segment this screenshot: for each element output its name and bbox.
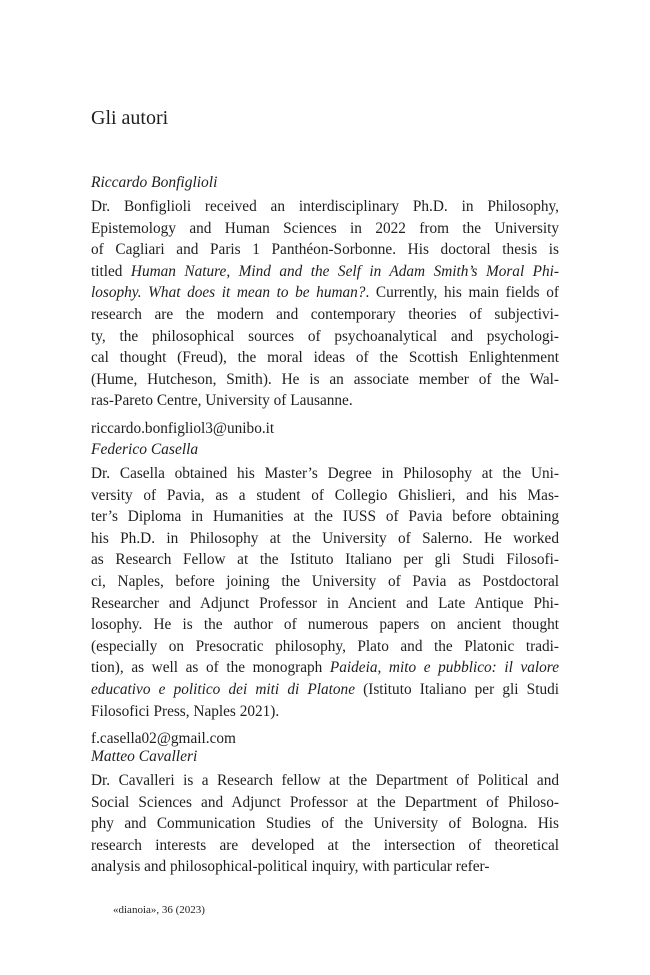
author-name: Matteo Cavalleri bbox=[91, 748, 198, 765]
bio-text-segment: losophy. He is the author of numerous papers on ancient thought bbox=[91, 616, 559, 634]
journal-footer: «dianoia», 36 (2023) bbox=[113, 904, 205, 916]
bio-text-segment: research are the modern and contemporary theories of subjectivi- bbox=[91, 305, 559, 323]
bio-text-segment: research interests are developed at the intersection of theoretical bbox=[91, 836, 559, 854]
bio-text-segment: (Istituto Italiano per gli Studi bbox=[354, 680, 559, 698]
bio-line bbox=[91, 390, 559, 412]
author-name: Riccardo Bonfiglioli bbox=[91, 174, 218, 191]
bio-text-segment: ci, Naples, before joining the University of Pavia as Postdoctoral bbox=[91, 572, 559, 590]
author-email: f.casella02@gmail.com bbox=[91, 730, 236, 748]
bio-line bbox=[91, 657, 559, 679]
bio-text-segment: tion), as well as of the monograph bbox=[91, 659, 330, 677]
author-entry bbox=[91, 172, 559, 440]
bio-line bbox=[91, 614, 559, 636]
author-entry bbox=[91, 746, 559, 878]
bio-text-segment: his Ph.D. in Philosophy at the University of Salerno. He worked bbox=[91, 529, 559, 547]
italic-title-segment: Human Nature, Mind and the Self in Adam Smith’s Moral Phi- bbox=[130, 262, 559, 280]
italic-title-segment: Paideia, mito e pubblico: il valore bbox=[329, 659, 559, 677]
bio-text-segment: ter’s Diploma in Humanities at the IUSS of Pavia before obtaining bbox=[91, 508, 559, 526]
bio-line bbox=[91, 218, 559, 240]
bio-text-segment: Researcher and Adjunct Professor in Ancient and Late Antique Phi- bbox=[91, 594, 559, 612]
bio-text-segment: titled bbox=[91, 262, 131, 280]
bio-text-segment: Epistemology and Human Sciences in 2022 from the University bbox=[91, 219, 559, 237]
bio-text-segment: . Currently, his main fields of bbox=[365, 284, 559, 302]
bio-line bbox=[91, 593, 559, 615]
author-bio bbox=[91, 463, 559, 722]
bio-text-segment: Dr. Casella obtained his Master’s Degree in Philosophy at the Uni- bbox=[91, 465, 559, 482]
bio-line bbox=[91, 636, 559, 658]
bio-line bbox=[91, 792, 559, 814]
bio-line bbox=[91, 679, 559, 701]
bio-text-segment: ras-Pareto Centre, University of Lausanne. bbox=[91, 392, 353, 410]
author-name: Federico Casella bbox=[91, 441, 199, 458]
bio-text-segment: phy and Communication Studies of the University of Bologna. His bbox=[91, 815, 559, 833]
bio-line bbox=[91, 813, 559, 835]
bio-text-segment: of Cagliari and Paris 1 Panthéon-Sorbonne. His doctoral thesis is bbox=[91, 241, 559, 259]
page-title: Gli autori bbox=[91, 107, 169, 129]
bio-line bbox=[91, 770, 559, 792]
bio-text-segment: versity of Pavia, as a student of Collegio Ghislieri, and his Mas- bbox=[91, 486, 559, 504]
bio-text-segment: analysis and philosophical-political inquiry, with particular refer- bbox=[91, 858, 490, 876]
bio-line bbox=[91, 239, 559, 261]
author-email: riccardo.bonfigliol3@unibo.it bbox=[91, 419, 275, 437]
bio-line bbox=[91, 304, 559, 326]
bio-line bbox=[91, 701, 559, 723]
author-bio bbox=[91, 770, 559, 878]
bio-text-segment: as Research Fellow at the Istituto Italiano per gli Studi Filosofi- bbox=[91, 551, 559, 569]
author-bio bbox=[91, 196, 559, 412]
bio-text-segment: ty, the philosophical sources of psychoanalytical and psychologi- bbox=[91, 327, 559, 345]
bio-line bbox=[91, 506, 559, 528]
bio-line bbox=[91, 485, 559, 507]
bio-text-segment: (especially on Presocratic philosophy, Plato and the Platonic tradi- bbox=[91, 637, 559, 655]
bio-line bbox=[91, 856, 559, 878]
bio-text-segment: Dr. Bonfiglioli received an interdisciplinary Ph.D. in Philosophy, bbox=[91, 198, 559, 215]
italic-title-segment: educativo e politico dei miti di Platone bbox=[91, 680, 355, 698]
bio-line bbox=[91, 261, 559, 283]
bio-line bbox=[91, 326, 559, 348]
bio-text-segment: Dr. Cavalleri is a Research fellow at the Department of Political and bbox=[91, 772, 559, 789]
author-entry bbox=[91, 439, 559, 750]
bio-line bbox=[91, 196, 559, 218]
bio-line bbox=[91, 463, 559, 485]
bio-text-segment: (Hume, Hutcheson, Smith). He is an associate member of the Wal- bbox=[91, 370, 559, 388]
italic-title-segment: losophy. What does it mean to be human? bbox=[91, 284, 366, 302]
bio-text-segment: Social Sciences and Adjunct Professor at the Department of Philoso- bbox=[91, 793, 559, 811]
bio-line bbox=[91, 549, 559, 571]
bio-line bbox=[91, 835, 559, 857]
bio-line bbox=[91, 347, 559, 369]
bio-line bbox=[91, 528, 559, 550]
bio-line bbox=[91, 571, 559, 593]
bio-text-segment: cal thought (Freud), the moral ideas of the Scottish Enlightenment bbox=[91, 349, 559, 367]
bio-line bbox=[91, 369, 559, 391]
bio-line bbox=[91, 282, 559, 304]
bio-text-segment: Filosofici Press, Naples 2021). bbox=[91, 702, 280, 720]
